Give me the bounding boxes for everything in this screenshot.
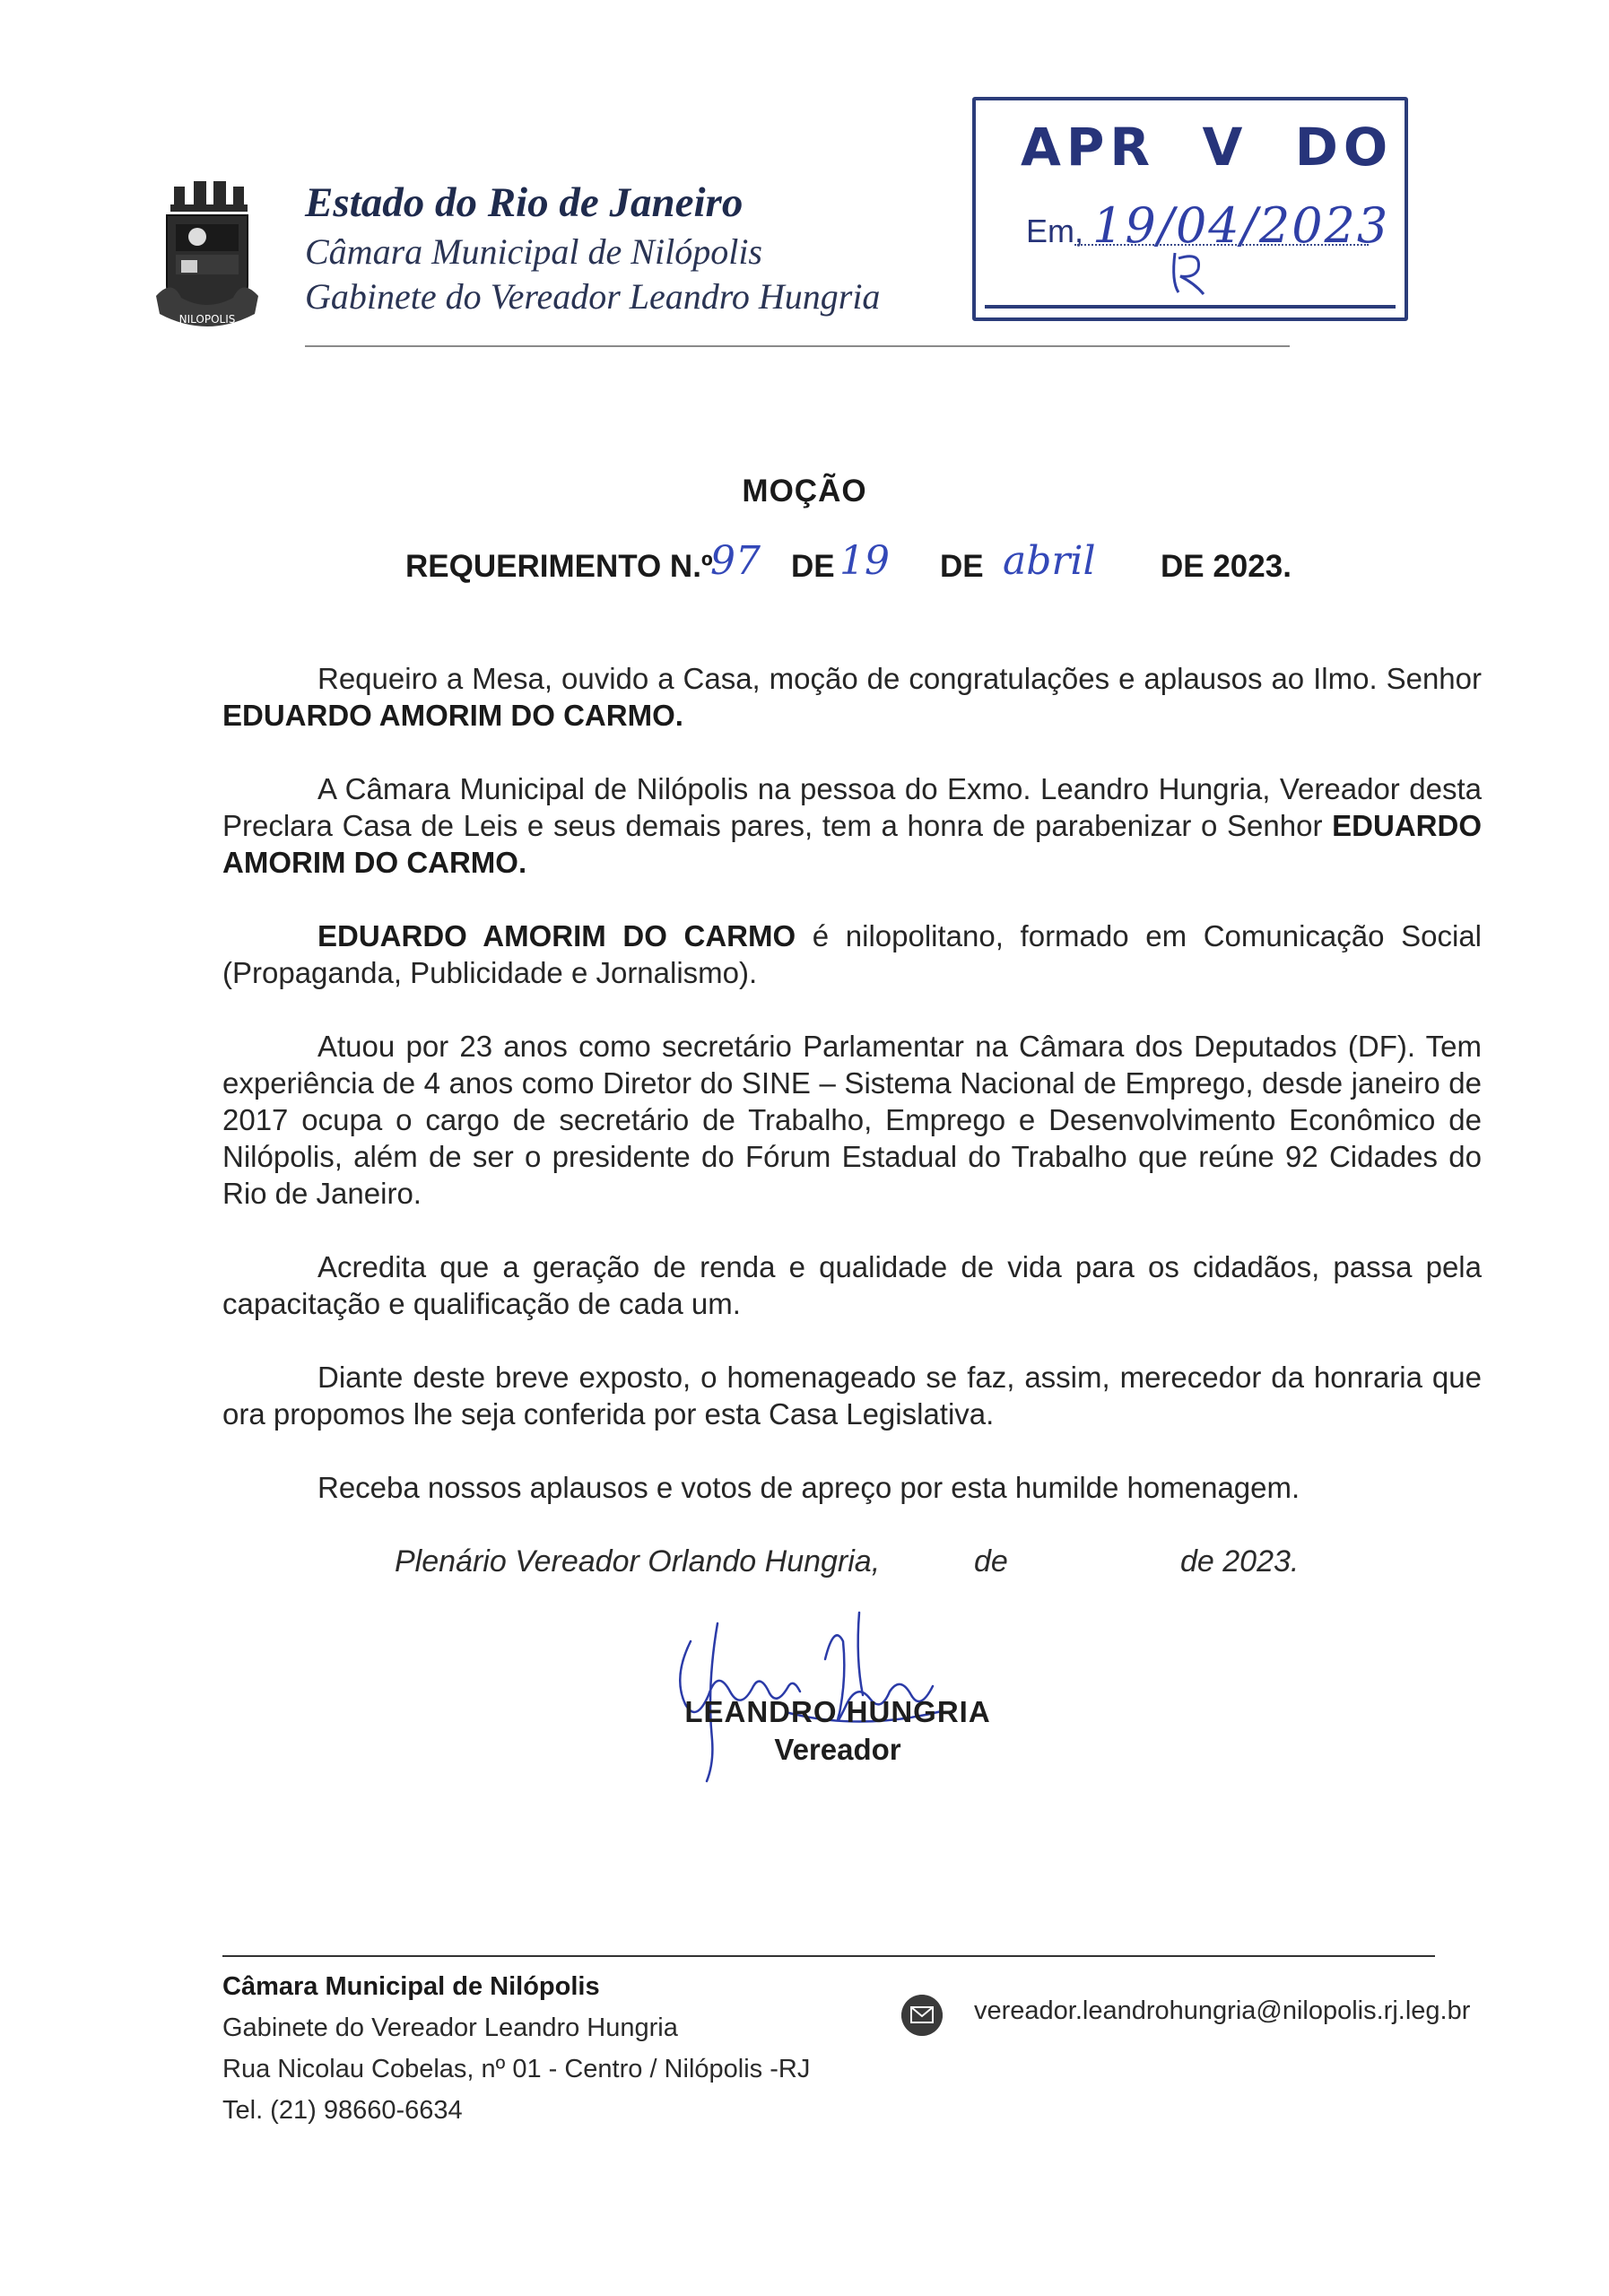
stamp-initials-icon — [1162, 246, 1216, 300]
paragraph-1-text: Requeiro a Mesa, ouvido a Casa, moção de congratulações e aplausos ao Ilmo. Senhor — [317, 662, 1482, 695]
footer-divider — [222, 1955, 1435, 1957]
email-icon — [901, 1995, 943, 2036]
document-title: MOÇÃO — [742, 474, 867, 509]
approved-stamp — [972, 97, 1408, 321]
honoree-name: EDUARDO AMORIM DO CARMO — [317, 919, 796, 952]
requirement-label: REQUERIMENTO N.º — [405, 549, 713, 584]
closing-de-2: de 2023. — [1180, 1544, 1300, 1578]
requirement-number: 97 — [710, 538, 761, 584]
paragraph-2-text: A Câmara Municipal de Nilópolis na pessoa do Exmo. Leandro Hungria, Vereador desta Preclara Casa de Leis e seus demais pares, tem a honra de parabenizar o Senhor — [222, 772, 1482, 842]
closing-place: Plenário Vereador Orlando Hungria, — [395, 1544, 881, 1578]
footer-phone: Tel. (21) 98660-6634 — [222, 2096, 463, 2125]
paragraph-3-text: é nilopolitano, formado em Comunicação Social (Propaganda, Publicidade e Jornalismo). — [222, 919, 1482, 989]
header-block — [305, 176, 880, 319]
stamp-date-handwritten: 19/04/2023 — [1092, 197, 1390, 254]
paragraph-5: Acredita que a geração de renda e qualidade de vida para os cidadãos, passa pela capacitação e qualificação de cada um. — [222, 1250, 1482, 1320]
footer-title: Câmara Municipal de Nilópolis — [222, 1972, 600, 2001]
paragraph-1 — [222, 660, 1482, 734]
requirement-month: abril — [1003, 538, 1096, 584]
stamp-date-prefix: Em, — [1026, 213, 1084, 249]
footer-address — [222, 1966, 810, 2131]
header-divider — [305, 345, 1290, 347]
footer-office: Gabinete do Vereador Leandro Hungria — [222, 2013, 678, 2042]
paragraph-2 — [222, 770, 1482, 881]
stamp-title: APR V DO — [1021, 117, 1394, 178]
paragraph-3 — [222, 918, 1482, 991]
honoree-name: EDUARDO AMORIM DO CARMO. — [222, 699, 683, 732]
closing-de-1: de — [974, 1544, 1008, 1578]
municipal-crest-icon — [154, 179, 260, 341]
document-body — [222, 660, 1482, 1543]
header-chamber: Câmara Municipal de Nilópolis — [305, 231, 762, 272]
signer-role: Vereador — [774, 1733, 901, 1766]
header-state: Estado do Rio de Janeiro — [305, 179, 744, 226]
header-office: Gabinete do Vereador Leandro Hungria — [305, 276, 881, 317]
footer-street: Rua Nicolau Cobelas, nº 01 - Centro / Nilópolis -RJ — [222, 2055, 811, 2083]
stamp-bottom-bar — [985, 305, 1396, 309]
svg-text:NILOPOLIS: NILOPOLIS — [178, 313, 236, 326]
stamp-dotted-line — [1074, 244, 1369, 246]
signer-name: LEANDRO HUNGRIA — [684, 1695, 991, 1728]
requirement-day: 19 — [839, 538, 890, 584]
requirement-line — [405, 538, 1302, 592]
honoree-name: EDUARDO AMORIM DO CARMO. — [222, 809, 1482, 879]
paragraph-7: Receba nossos aplausos e votos de apreço por esta humilde homenagem. — [317, 1471, 1300, 1504]
requirement-de-1: DE — [791, 549, 835, 584]
requirement-year: DE 2023. — [1161, 549, 1292, 584]
footer-email[interactable]: vereador.leandrohungria@nilopolis.rj.leg.br — [974, 1996, 1471, 2025]
paragraph-6: Diante deste breve exposto, o homenageado se faz, assim, merecedor da honraria que ora propomos lhe seja conferida por esta Casa Legislativa. — [222, 1361, 1482, 1431]
paragraph-4: Atuou por 23 anos como secretário Parlamentar na Câmara dos Deputados (DF). Tem experiência de 4 anos como Diretor do SINE – Sistema Nacional de Emprego, desde janeiro de 2017 ocupa o cargo de secretário de Trabalho, Emprego e Desenvolvimento Econômico de Nilópolis, além de ser o presidente do Fórum Estadual do Trabalho que reúne 92 Cidades do Rio de Janeiro. — [222, 1030, 1482, 1210]
requirement-de-2: DE — [940, 549, 984, 584]
